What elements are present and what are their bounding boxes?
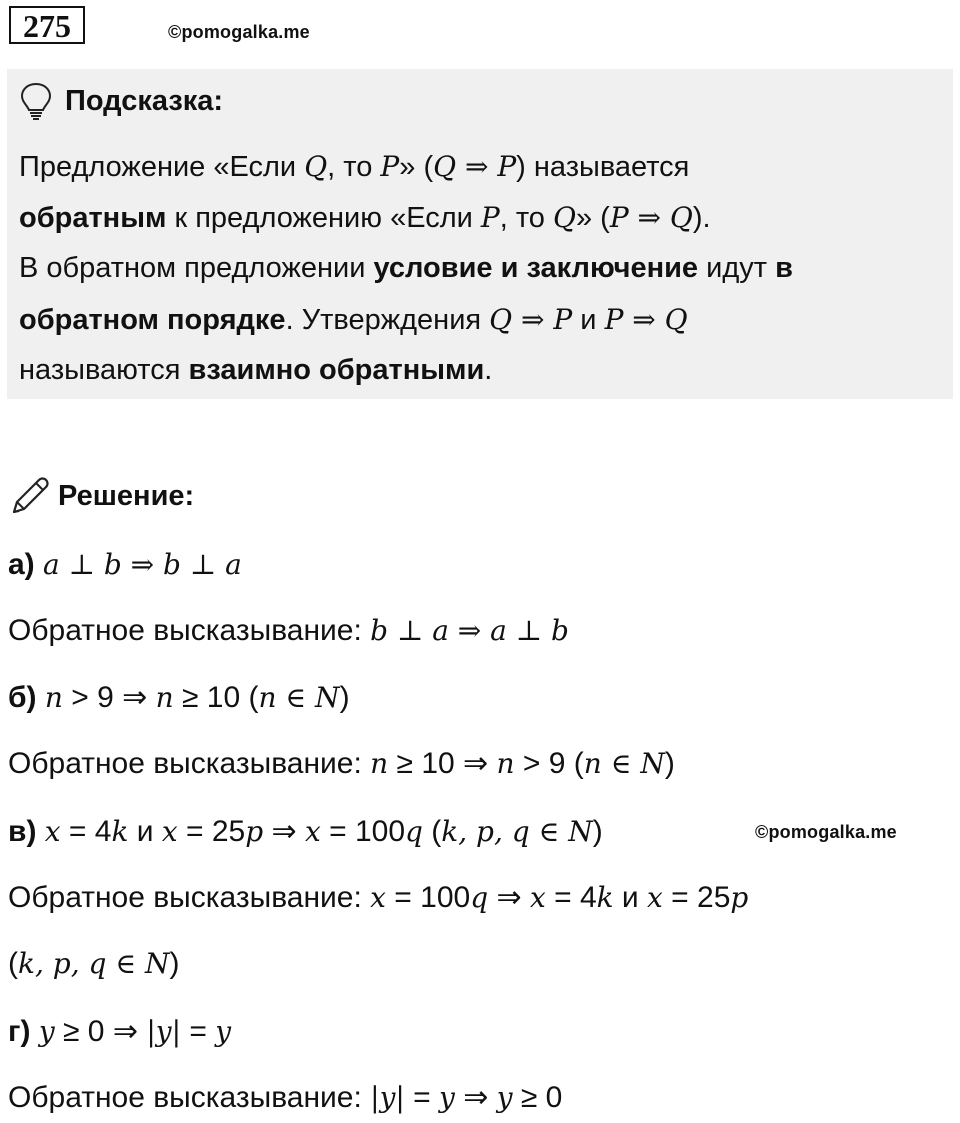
hint-text-part: . bbox=[484, 354, 493, 386]
math-text: ≥ 0 ⇒ bbox=[54, 1015, 147, 1048]
math-text: = bbox=[181, 1015, 216, 1048]
hint-text-part: , то bbox=[499, 202, 553, 234]
converse-line-v-domain bbox=[8, 944, 179, 984]
hint-title: Подсказка: bbox=[65, 84, 224, 117]
hint-header bbox=[19, 81, 223, 121]
converse-label: Обратное высказывание: bbox=[8, 881, 371, 914]
math-var: p bbox=[730, 881, 749, 914]
math-var: x bbox=[44, 815, 61, 848]
item-label: а) bbox=[8, 548, 35, 581]
math-var: n bbox=[496, 747, 515, 780]
item-label: б) bbox=[8, 681, 37, 714]
math-var: n bbox=[370, 747, 389, 780]
hint-math: P ⇒ Q bbox=[609, 201, 693, 234]
converse-label: Обратное высказывание: bbox=[8, 747, 371, 780]
hint-box bbox=[7, 69, 953, 399]
hint-text-part: к предложению «Если bbox=[166, 202, 481, 234]
math-var: y bbox=[439, 1081, 455, 1114]
converse-line-v bbox=[8, 878, 748, 918]
lightbulb-icon bbox=[19, 81, 53, 121]
math-text: = 25 bbox=[177, 815, 246, 848]
math-text: = 100 bbox=[320, 815, 406, 848]
math-var: |y| bbox=[146, 1015, 181, 1048]
hint-text-part: » ( bbox=[575, 202, 610, 234]
hint-math: Q ⇒ P bbox=[489, 303, 573, 336]
math-text: ≥ 10 ⇒ bbox=[388, 747, 497, 780]
watermark-middle: ©pomogalka.me bbox=[755, 822, 897, 842]
hint-line bbox=[19, 345, 793, 396]
hint-math: P bbox=[380, 150, 400, 183]
pencil-icon bbox=[8, 474, 52, 518]
hint-text-part: В обратном предложении bbox=[19, 252, 374, 284]
hint-math: Q bbox=[553, 201, 576, 234]
math-var: k bbox=[111, 815, 129, 848]
hint-line bbox=[19, 243, 793, 294]
hint-math: Q bbox=[304, 150, 328, 183]
hint-text-part: называются bbox=[19, 354, 189, 386]
math-expression: a ⊥ b ⇒ b ⊥ a bbox=[43, 548, 242, 581]
math-var: x bbox=[647, 881, 663, 914]
hint-line bbox=[19, 192, 793, 243]
converse-label: Обратное высказывание: bbox=[8, 1081, 371, 1114]
math-var: |y| bbox=[370, 1081, 405, 1114]
hint-bold: взаимно обратными bbox=[188, 354, 485, 386]
math-var: n ∈ N bbox=[583, 747, 665, 780]
item-label: г) bbox=[8, 1015, 31, 1048]
math-text: ≥ 0 bbox=[512, 1081, 563, 1114]
math-text: = 4 bbox=[545, 881, 597, 914]
math-text: ( bbox=[422, 815, 442, 848]
math-text: = 25 bbox=[662, 881, 731, 914]
math-text: = 100 bbox=[385, 881, 471, 914]
math-var: n ∈ N bbox=[258, 681, 340, 714]
solution-line-b bbox=[8, 678, 350, 718]
solution-line-a bbox=[8, 545, 242, 585]
hint-math: Q ⇒ P bbox=[433, 150, 517, 183]
math-text: > 9 ⇒ bbox=[62, 681, 156, 714]
solution-line-g bbox=[8, 1012, 231, 1052]
hint-text-part: » ( bbox=[399, 151, 434, 183]
hint-text-part: и bbox=[572, 304, 605, 336]
math-text: ( bbox=[8, 947, 18, 980]
watermark-top: ©pomogalka.me bbox=[168, 22, 310, 42]
math-expression: b ⊥ a ⇒ a ⊥ b bbox=[370, 614, 569, 647]
math-var: q bbox=[405, 815, 423, 848]
hint-math: P bbox=[480, 201, 500, 234]
hint-math: P ⇒ Q bbox=[604, 303, 688, 336]
math-var: x bbox=[304, 815, 321, 848]
hint-line bbox=[19, 294, 793, 345]
math-text: и bbox=[128, 815, 162, 848]
item-label: в) bbox=[8, 815, 37, 848]
hint-text-part: идут bbox=[698, 252, 776, 284]
math-var: k, p, q ∈ N bbox=[441, 815, 593, 848]
hint-bold: условие и заключение bbox=[373, 252, 699, 284]
hint-text-part: ). bbox=[692, 202, 711, 234]
hint-bold: обратном порядке bbox=[19, 304, 286, 336]
math-text: ) bbox=[169, 947, 180, 980]
solution-header bbox=[8, 474, 194, 518]
problem-number: 275 bbox=[9, 6, 85, 44]
hint-text-part: . Утверждения bbox=[285, 304, 490, 336]
math-var: x bbox=[370, 881, 386, 914]
hint-bold: обратным bbox=[19, 202, 167, 234]
converse-label: Обратное высказывание: bbox=[8, 614, 371, 647]
math-var: n bbox=[155, 681, 174, 714]
math-var: q bbox=[470, 881, 489, 914]
math-text: ⇒ bbox=[454, 1081, 497, 1114]
hint-bold: в bbox=[775, 252, 793, 284]
math-text: ) bbox=[592, 815, 603, 848]
math-var: p bbox=[245, 815, 264, 848]
math-text: ⇒ bbox=[488, 881, 530, 914]
math-var: x bbox=[161, 815, 178, 848]
math-var: y bbox=[38, 1015, 55, 1048]
hint-text-part: Предложение «Если bbox=[19, 151, 305, 183]
math-var: n bbox=[44, 681, 63, 714]
math-text: > 9 ( bbox=[514, 747, 584, 780]
math-var: k bbox=[596, 881, 614, 914]
hint-line bbox=[19, 141, 793, 192]
hint-text bbox=[19, 141, 793, 396]
solution-line-v bbox=[8, 812, 603, 852]
converse-line-g bbox=[8, 1078, 562, 1118]
converse-line-b bbox=[8, 744, 675, 784]
math-var: y bbox=[496, 1081, 513, 1114]
math-text: ⇒ bbox=[263, 815, 305, 848]
math-text: ) bbox=[339, 681, 350, 714]
hint-text-part: , то bbox=[327, 151, 381, 183]
math-text: и bbox=[613, 881, 648, 914]
math-var: y bbox=[215, 1015, 232, 1048]
solution-title: Решение: bbox=[58, 479, 195, 512]
converse-line-a bbox=[8, 611, 569, 651]
math-var: x bbox=[529, 881, 546, 914]
math-text: ≥ 10 ( bbox=[173, 681, 259, 714]
math-text: ) bbox=[664, 747, 675, 780]
math-text: = bbox=[404, 1081, 440, 1114]
hint-text-part: ) называется bbox=[516, 151, 690, 183]
math-var: k, p, q ∈ N bbox=[18, 947, 170, 980]
math-text: = 4 bbox=[60, 815, 112, 848]
